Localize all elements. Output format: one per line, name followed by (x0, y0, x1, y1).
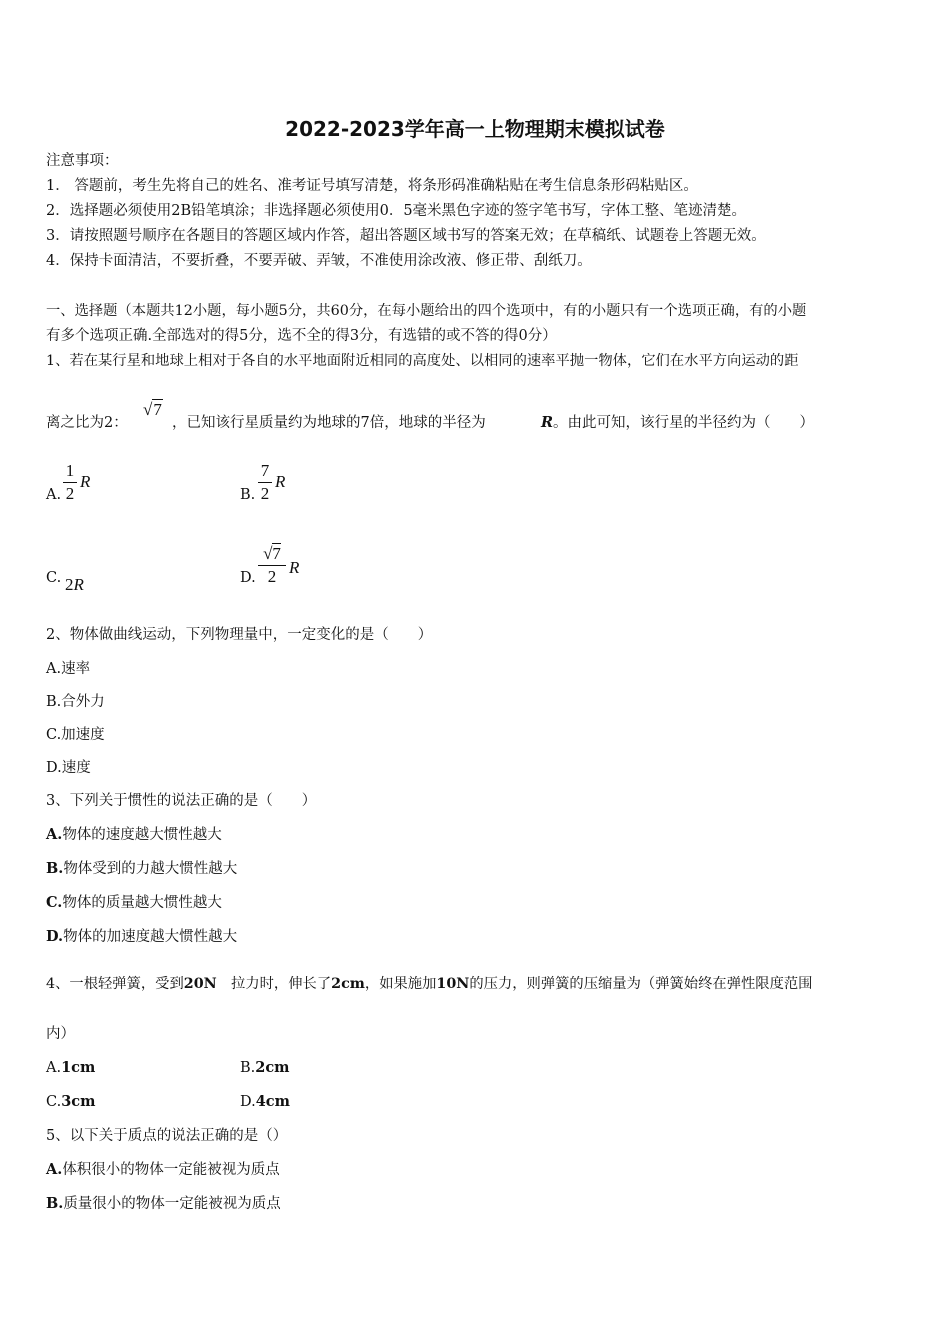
q4-stem-line1: 4、一根轻弹簧，受到20N 拉力时，伸长了2cm，如果施加10N的压力，则弹簧的压缩量为（弹簧始终在弹性限度范围 (46, 976, 813, 992)
section-header-line2: 有多个选项正确.全部选对的得5分，选不全的得3分，有选错的或不答的得0分） (46, 328, 557, 344)
q2-stem: 2、物体做曲线运动，下列物理量中，一定变化的是（ ） (46, 627, 433, 643)
q1-stem-line2-prefix: 离之比为2： (46, 415, 128, 431)
q1-sqrt7: √7 (143, 400, 162, 419)
q3-option-a: A.物体的速度越大惯性越大 (46, 826, 222, 843)
page-title: 2022-2023学年高一上物理期末模拟试卷 (285, 117, 665, 141)
q1-option-c-expr: 2R (65, 575, 84, 594)
q5-stem: 5、以下关于质点的说法正确的是（） (46, 1128, 288, 1144)
q4-option-c: C.3cm (46, 1093, 96, 1110)
q1-option-d-fraction: √7 2 (258, 544, 286, 587)
q1-option-c-label: C. (46, 570, 62, 586)
q2-option-a: A.速率 (46, 661, 91, 677)
q1-option-b-var: R (275, 472, 286, 491)
q1-option-b-label: B. (240, 487, 256, 503)
q3-option-c: C.物体的质量越大惯性越大 (46, 894, 222, 911)
q1-option-d-label: D. (240, 570, 256, 586)
q1-option-a-label: A. (46, 487, 62, 503)
q1-stem-line1: 1、若在某行星和地球上相对于各自的水平地面附近相同的高度处、以相同的速率平抛一物体，它们在水平方向运动的距 (46, 353, 799, 369)
q2-option-b: B.合外力 (46, 694, 105, 710)
q4-option-a: A.1cm (46, 1059, 96, 1076)
notice-item-1: 1． 答题前，考生先将自己的姓名、准考证号填写清楚，将条形码准确粘贴在考生信息条形码粘贴区。 (46, 178, 698, 194)
notice-item-4: 4．保持卡面清洁，不要折叠，不要弄破、弄皱，不准使用涂改液、修正带、刮纸刀。 (46, 253, 592, 269)
notice-item-3: 3．请按照题号顺序在各题目的答题区域内作答，超出答题区域书写的答案无效；在草稿纸、试题卷上答题无效。 (46, 228, 766, 244)
q1-option-d-var: R (289, 558, 300, 577)
q1-option-a-var: R (80, 472, 91, 491)
q4-stem-line2: 内） (46, 1026, 75, 1042)
q1-stem-line2-suffix: 。由此可知，该行星的半径约为（ ） (553, 415, 814, 431)
q1-radius-symbol: R (541, 414, 554, 431)
q3-stem: 3、下列关于惯性的说法正确的是（ ） (46, 793, 317, 809)
q3-option-d: D.物体的加速度越大惯性越大 (46, 928, 238, 945)
q1-option-a-fraction: 1 2 (63, 461, 77, 504)
q3-option-b: B.物体受到的力越大惯性越大 (46, 860, 238, 877)
q1-option-b-fraction: 7 2 (258, 461, 272, 504)
q4-option-b: B.2cm (240, 1059, 290, 1076)
q2-option-d: D.速度 (46, 760, 91, 776)
q5-option-b: B.质量很小的物体一定能被视为质点 (46, 1195, 281, 1212)
q5-option-a: A.体积很小的物体一定能被视为质点 (46, 1161, 280, 1178)
notice-heading: 注意事项： (46, 153, 119, 169)
notice-item-2: 2．选择题必须使用2B铅笔填涂；非选择题必须使用0．5毫米黑色字迹的签字笔书写，字体工整、笔迹清楚。 (46, 203, 747, 219)
q4-option-d: D.4cm (240, 1093, 290, 1110)
q1-stem-line2-mid: ，已知该行星质量约为地球的7倍，地球的半径为 (172, 415, 486, 431)
section-header-line1: 一、选择题（本题共12小题，每小题5分，共60分，在每小题给出的四个选项中，有的小题只有一个选项正确，有的小题 (46, 303, 807, 319)
q2-option-c: C.加速度 (46, 727, 105, 743)
